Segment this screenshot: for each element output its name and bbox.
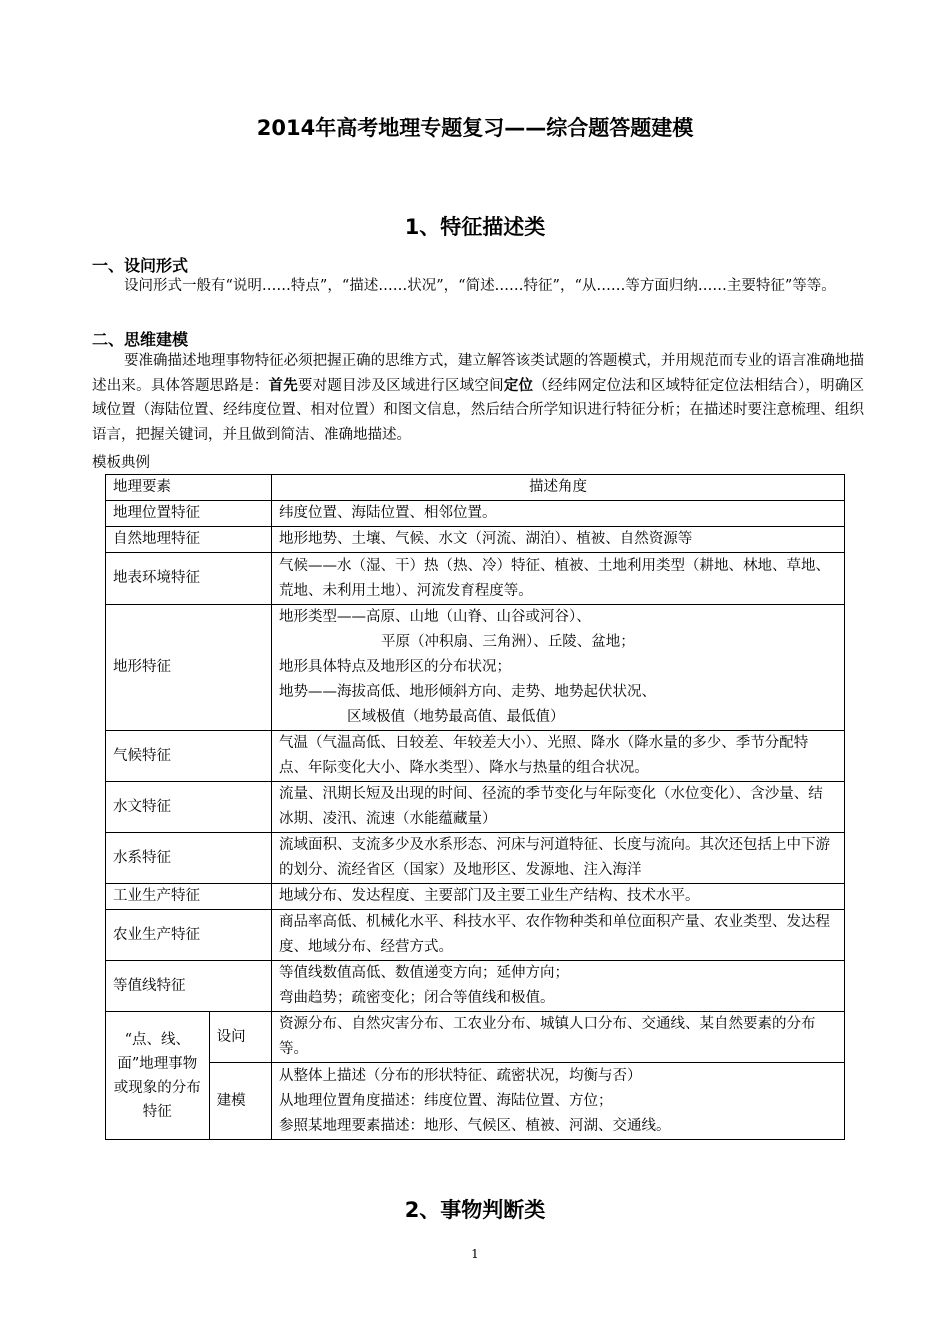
part1-paragraph: 设问形式一般有“说明……特点”，“描述……状况”，“简述……特征”，“从……等方面归纳……主要特征”等等。 [124, 278, 836, 294]
part2-text-a: 要准确描述地理事物特征必须把握正确的思维方式，建立解答该类试题的答题模式，并用规范而专业的语言准确地描述出来。具体答题思路是： [92, 353, 864, 394]
section2-heading: 2、事物判断类 [404, 1198, 546, 1222]
table-row [106, 833, 845, 884]
row-key: 地理位置特征 [106, 501, 272, 527]
desc-line: 地形具体特点及地形区的分布状况； [279, 659, 511, 675]
row-desc: 纬度位置、海陆位置、相邻位置。 [272, 501, 845, 527]
row-desc [272, 961, 845, 1012]
table-row [106, 884, 845, 910]
desc-line: 区域极值（地势最高值、最低值） [347, 709, 565, 725]
row-desc: 地形地势、土壤、气候、水文（河流、湖泊）、植被、自然资源等 [272, 527, 845, 553]
desc-line: 从整体上描述（分布的形状特征、疏密状况，均衡与否） [279, 1067, 642, 1084]
row-desc: 气候——水（湿、干）热（热、冷）特征、植被、土地利用类型（耕地、林地、草地、荒地、未利用土地）、河流发育程度等。 [272, 553, 845, 605]
distribution-sub-question: 设问 [209, 1012, 271, 1063]
row-key: 气候特征 [106, 731, 272, 782]
table-row [106, 605, 845, 731]
row-desc: 气温（气温高低、日较差、年较差大小）、光照、降水（降水量的多少、季节分配特点、年际变化大小、降水类型）、降水与热量的组合状况。 [272, 731, 845, 782]
part2-bold-first: 首先 [268, 377, 298, 394]
desc-line: 参照某地理要素描述：地形、气候区、植被、河湖、交通线。 [279, 1117, 671, 1134]
row-desc: 资源分布、自然灾害分布、工农业分布、城镇人口分布、交通线、某自然要素的分布等。 [272, 1012, 845, 1063]
desc-line: 等值线数值高低、数值递变方向；延伸方向； [279, 965, 569, 981]
row-key: 农业生产特征 [106, 910, 272, 961]
desc-line: 平原（冲积扇、三角洲）、丘陵、盆地； [381, 634, 635, 650]
row-key: 地形特征 [106, 605, 272, 731]
document-title: 2014年高考地理专题复习——综合题答题建模 [256, 116, 694, 140]
section1-heading: 1、特征描述类 [404, 215, 546, 239]
header-element: 地理要素 [106, 475, 272, 501]
header-angle: 描述角度 [272, 475, 845, 501]
feature-table [105, 474, 845, 1140]
table-header-row [106, 475, 845, 501]
table-row [106, 1063, 845, 1140]
row-desc: 流量、汛期长短及出现的时间、径流的季节变化与年际变化（水位变化）、含沙量、结冰期、凌汛、流速（水能蕴藏量） [272, 782, 845, 833]
desc-line: 地势——海拔高低、地形倾斜方向、走势、地势起伏状况、 [279, 684, 656, 700]
part2-paragraph [92, 349, 864, 447]
table-row [106, 501, 845, 527]
table-row [106, 961, 845, 1012]
row-desc [272, 1063, 845, 1140]
part2-heading: 二、思维建模 [92, 330, 189, 349]
row-key: 等值线特征 [106, 961, 272, 1012]
desc-line: 从地理位置角度描述：纬度位置、海陆位置、方位； [279, 1092, 613, 1109]
row-key: 工业生产特征 [106, 884, 272, 910]
row-key: 自然地理特征 [106, 527, 272, 553]
row-desc: 地域分布、发达程度、主要部门及主要工业生产结构、技术水平。 [272, 884, 845, 910]
table-caption: 模板典例 [92, 455, 150, 471]
distribution-sub-model: 建模 [209, 1063, 271, 1140]
row-key: 地表环境特征 [106, 553, 272, 605]
desc-line: 弯曲趋势；疏密变化；闭合等值线和极值。 [279, 990, 555, 1006]
page-number: 1 [471, 1247, 479, 1261]
row-key: 水系特征 [106, 833, 272, 884]
part2-text-c: （经纬网定位法和区域特征定位法相结合），明确区域位置（海陆位置、经纬度位置、相对位置）和图文信息，然后结合所学知识进行特征分析；在描述时要注意梳理、组织语言，把握关键词，并且做到简洁、准确地描述。 [92, 377, 865, 443]
table-row [106, 731, 845, 782]
distribution-key: “点、线、面”地理事物或现象的分布特征 [106, 1012, 210, 1140]
row-desc [272, 605, 845, 731]
desc-line: 地形类型——高原、山地（山脊、山谷或河谷）、 [279, 609, 591, 625]
part2-bold-locate: 定位 [503, 377, 534, 394]
row-desc: 流域面积、支流多少及水系形态、河床与河道特征、长度与流向。其次还包括上中下游的划分、流经省区（国家）及地形区、发源地、注入海洋 [272, 833, 845, 884]
table-row [106, 782, 845, 833]
table-row [106, 553, 845, 605]
table-row [106, 910, 845, 961]
row-desc: 商品率高低、机械化水平、科技水平、农作物种类和单位面积产量、农业类型、发达程度、地域分布、经营方式。 [272, 910, 845, 961]
row-key: 水文特征 [106, 782, 272, 833]
table-row [106, 1012, 845, 1063]
part1-heading: 一、设问形式 [92, 256, 189, 275]
table-row [106, 527, 845, 553]
part2-text-b: 要对题目涉及区域进行区域空间 [297, 377, 504, 394]
